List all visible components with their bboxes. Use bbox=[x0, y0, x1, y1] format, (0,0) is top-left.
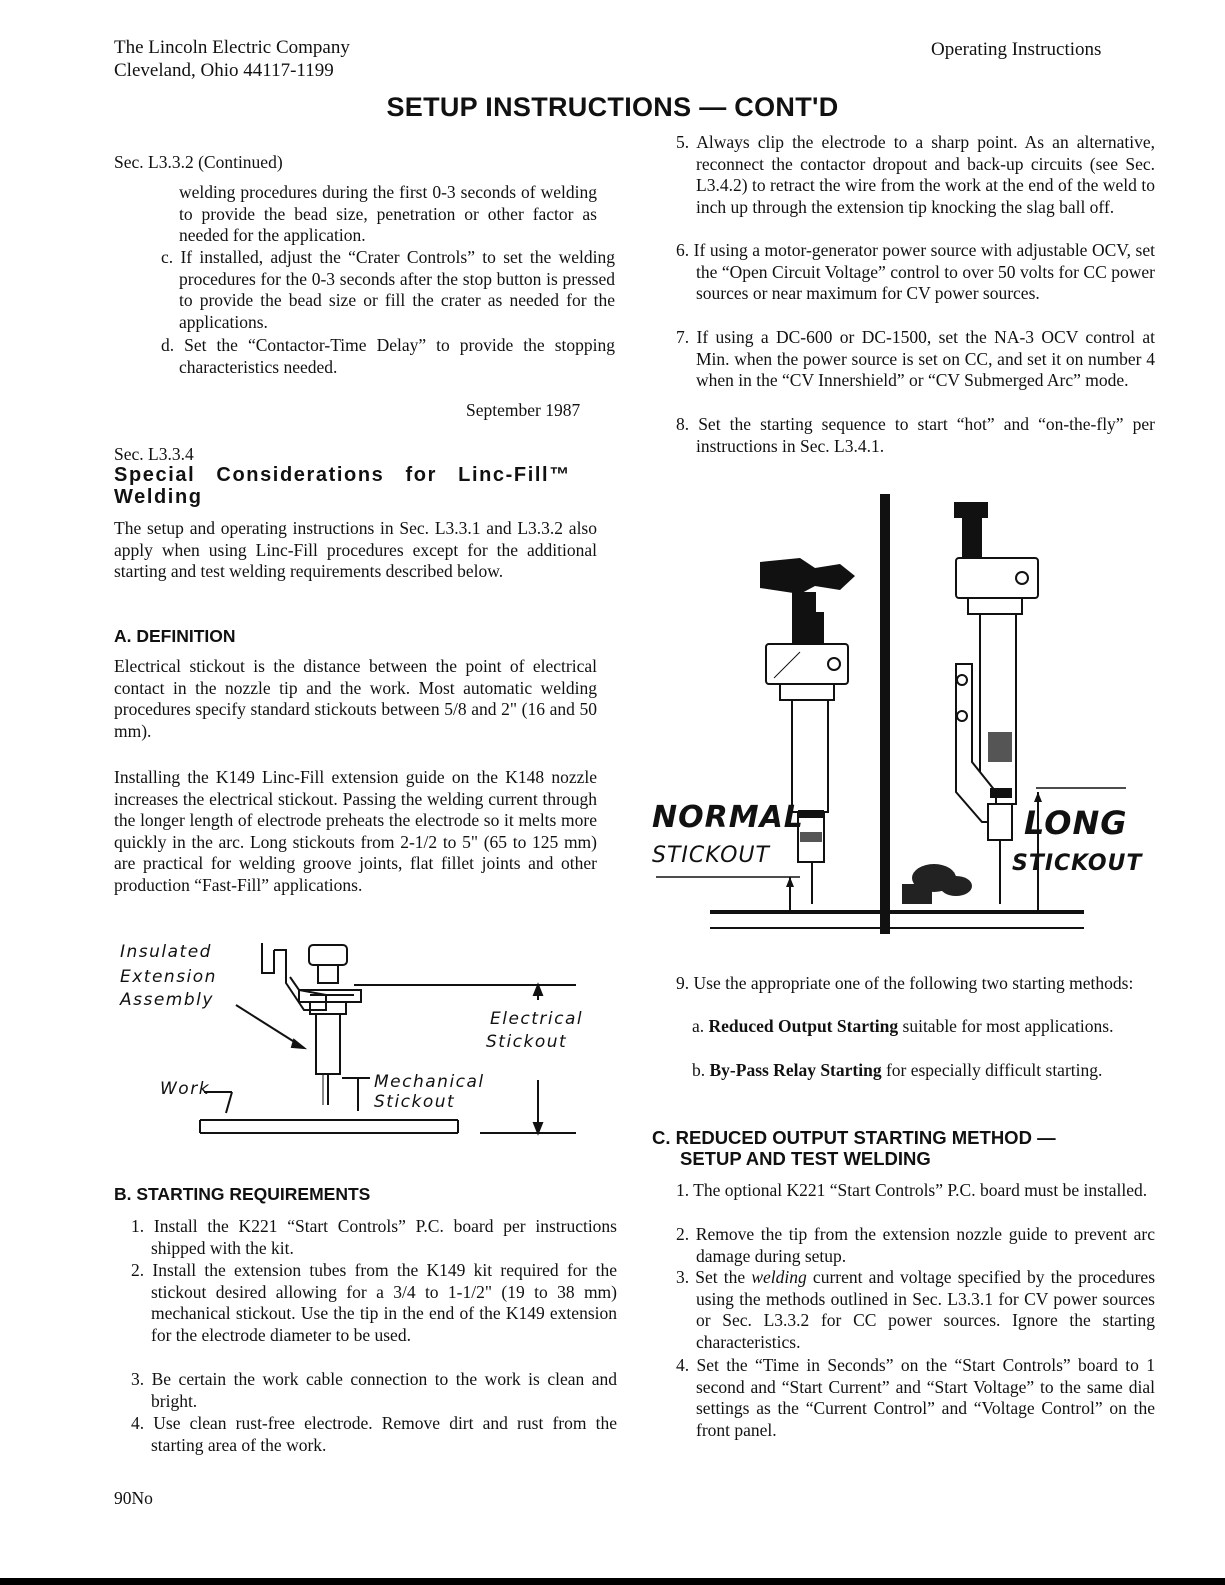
start-item-2: 2. Install the extension tubes from the K149 kit required for the stickout desired allowing for a 3/4 to 1-1/2" (19 to 38 mm) mechanical stickout. Use the tip in the end of the K149 extension for the electrode diameter to be used. bbox=[131, 1260, 617, 1345]
label-mechanical-stickout: Stickout bbox=[374, 1092, 456, 1112]
c-item-3-em: welding bbox=[751, 1267, 807, 1287]
definition-paragraph-2: Installing the K149 Linc-Fill extension guide on the K148 nozzle increases the electrical stickout. Passing the welding current through the longer length of electrode preheats the electrode so it melts more quickly in the arc. Long stickouts from 2-1/2 to 5" (65 to 125 mm) are practical for welding groove joints, flat fillet joints and other production “Fast-Fill” applications. bbox=[114, 767, 597, 895]
item-9b-bold: By-Pass Relay Starting bbox=[709, 1060, 882, 1080]
stickout-photo-figure bbox=[650, 492, 1143, 938]
doc-type: Operating Instructions bbox=[931, 39, 1102, 60]
c-item-3-a: 3. Set the bbox=[676, 1267, 752, 1287]
item-9: 9. Use the appropriate one of the following two starting methods: bbox=[676, 973, 1134, 993]
stickout-diagram bbox=[114, 935, 598, 1140]
start-item-4: 4. Use clean rust-free electrode. Remove dirt and rust from the starting area of the work. bbox=[131, 1413, 617, 1455]
item-9a-prefix: a. bbox=[692, 1016, 709, 1036]
c-item-3 bbox=[676, 1267, 1155, 1353]
date: September 1987 bbox=[466, 400, 581, 420]
label-work: Work bbox=[160, 1079, 211, 1099]
item-8: 8. Set the starting sequence to start “hot” and “on-the-fly” per instructions in Sec. L3.4.1. bbox=[676, 414, 1155, 456]
label-electrical-stickout: Stickout bbox=[486, 1032, 568, 1052]
intro-paragraph: The setup and operating instructions in Sec. L3.3.1 and L3.3.2 also apply when using Linc-Fill procedures except for the additional starting and test welding requirements described below. bbox=[114, 518, 597, 582]
item-9a bbox=[692, 1016, 1155, 1038]
label-electrical: Electrical bbox=[490, 1009, 584, 1029]
item-9a-rest: suitable for most applications. bbox=[898, 1016, 1114, 1036]
label-insulated: Insulated bbox=[120, 942, 212, 962]
scan-edge bbox=[0, 1578, 1225, 1585]
label-extension: Extension bbox=[120, 967, 217, 987]
item-c: c. If installed, adjust the “Crater Controls” to set the welding procedures for the 0-3 seconds after the stop button is pressed to provide the bead size or fill the crater as needed for the applications. bbox=[161, 247, 615, 332]
item-9b bbox=[692, 1060, 1155, 1082]
item-9a-bold: Reduced Output Starting bbox=[708, 1016, 899, 1036]
section-c-heading-1: C. REDUCED OUTPUT STARTING METHOD — bbox=[652, 1127, 1056, 1148]
start-item-3: 3. Be certain the work cable connection to the work is clean and bright. bbox=[131, 1369, 617, 1411]
item-9b-prefix: b. bbox=[692, 1060, 710, 1080]
item-9b-rest: for especially difficult starting. bbox=[881, 1060, 1103, 1080]
company-name: The Lincoln Electric Company bbox=[114, 37, 350, 58]
page-footer-code: 90No bbox=[114, 1488, 153, 1508]
sec-continued: Sec. L3.3.2 (Continued) bbox=[114, 152, 283, 172]
label-assembly: Assembly bbox=[120, 990, 214, 1010]
item-d: d. Set the “Contactor-Time Delay” to provide the stopping characteristics needed. bbox=[161, 335, 615, 377]
label-long-stickout: STICKOUT bbox=[1012, 851, 1143, 876]
page-title: SETUP INSTRUCTIONS — CONT'D bbox=[386, 92, 839, 122]
definition-heading: A. DEFINITION bbox=[114, 626, 236, 646]
continued-text: welding procedures during the first 0-3 seconds of welding to provide the bead size, penetration or other factor as needed for the application. bbox=[179, 182, 597, 246]
section-title: Special Considerations for Linc-Fill™ Welding bbox=[114, 464, 571, 508]
label-normal: NORMAL bbox=[652, 800, 804, 835]
item-5: 5. Always clip the electrode to a sharp point. As an alternative, reconnect the contactor dropout and back-up circuits (see Sec. L3.4.2) to retract the wire from the work at the end of the weld to inch up through the extension tip knocking the slag ball off. bbox=[676, 132, 1155, 217]
label-normal-stickout: STICKOUT bbox=[652, 843, 770, 868]
starting-heading: B. STARTING REQUIREMENTS bbox=[114, 1184, 371, 1204]
c-item-3-b: current and voltage specified by the procedures using the methods outlined in Sec. L3.3.1 for CV power sources or Sec. L3.3.2 for CC power sources. Ignore the starting characteristics. bbox=[696, 1267, 1155, 1352]
c-item-1: 1. The optional K221 “Start Controls” P.C. board must be installed. bbox=[676, 1180, 1148, 1200]
section-c-heading-2: SETUP AND TEST WELDING bbox=[680, 1148, 931, 1169]
section-number: Sec. L3.3.4 bbox=[114, 444, 194, 464]
c-item-2: 2. Remove the tip from the extension nozzle guide to prevent arc damage during setup. bbox=[676, 1224, 1155, 1266]
company-city: Cleveland, Ohio 44117-1199 bbox=[114, 60, 334, 81]
item-6: 6. If using a motor-generator power source with adjustable OCV, set the “Open Circuit Voltage” control to over 50 volts for CC power sources or near maximum for CV power sources. bbox=[676, 240, 1155, 304]
definition-paragraph-1: Electrical stickout is the distance between the point of electrical contact in the nozzle tip and the work. Most automatic welding procedures specify standard stickouts between 5/8 and 2" (16 and 50 mm). bbox=[114, 656, 597, 741]
label-mechanical: Mechanical bbox=[374, 1072, 485, 1092]
label-long: LONG bbox=[1024, 804, 1128, 842]
item-7: 7. If using a DC-600 or DC-1500, set the NA-3 OCV control at Min. when the power source is set on CC, and set it on number 4 when in the “CV Innershield” or “CV Submerged Arc” mode. bbox=[676, 327, 1155, 391]
start-item-1: 1. Install the K221 “Start Controls” P.C. board per instructions shipped with the kit. bbox=[131, 1216, 617, 1258]
c-item-4: 4. Set the “Time in Seconds” on the “Start Controls” board to 1 second and “Start Current” and “Start Voltage” to the same dial settings as the “Current Control” and “Voltage Control” on the front panel. bbox=[676, 1355, 1155, 1440]
